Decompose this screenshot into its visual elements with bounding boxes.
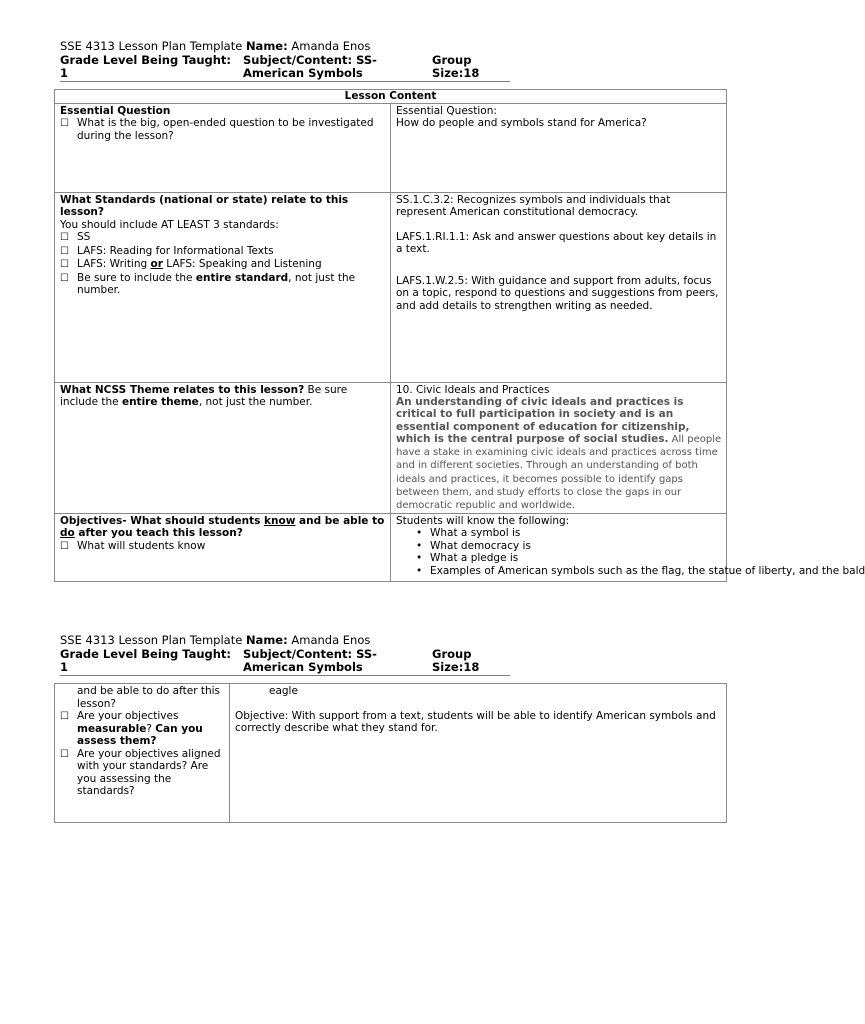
list-item: • What a symbol is xyxy=(410,527,722,540)
checkbox-icon xyxy=(60,272,77,297)
checkbox-icon xyxy=(60,231,77,245)
group-size: Group Size:18 xyxy=(432,53,480,80)
ncss-heading: What NCSS Theme relates to this lesson? xyxy=(60,383,305,396)
standard-lafs-ri: LAFS.1.RI.1.1: Ask and answer questions about key details in a text. xyxy=(396,230,717,255)
checkbox-icon xyxy=(60,540,77,554)
essential-question-row xyxy=(55,103,727,192)
standard-lafs-w: LAFS.1.W.2.5: With guidance and support from adults, focus on a topic, respond to questions and suggestions from peers, and add details to strengthen writing as needed. xyxy=(396,274,719,312)
ncss-theme-summary: An understanding of civic ideals and practices is critical to full participation in society and is an essential component of education for citizenship, which is the central purpose of social studies. xyxy=(396,396,690,445)
grade-level: Grade Level Being Taught: 1 xyxy=(60,53,232,80)
lesson-content-table xyxy=(54,89,865,582)
ncss-theme-title: 10. Civic Ideals and Practices xyxy=(396,383,550,396)
lesson-content-table-continued xyxy=(54,683,727,823)
template-title: SSE 4313 Lesson Plan Template xyxy=(60,39,246,53)
objectives-response-continued xyxy=(230,684,727,823)
essential-question-prompt xyxy=(55,103,391,192)
essential-question-heading: Essential Question xyxy=(60,104,171,117)
header-rule xyxy=(60,675,510,676)
standards-response xyxy=(391,192,727,382)
list-item: • What a pledge is xyxy=(410,552,722,565)
objectives-row xyxy=(55,513,727,581)
name-value: Amanda Enos xyxy=(287,39,371,53)
bullet-continuation: eagle xyxy=(269,685,298,697)
objectives-intro: Students will know the following: xyxy=(396,514,570,527)
essential-question-response xyxy=(391,103,727,192)
objectives-row-continued xyxy=(55,684,727,823)
ncss-prompt: What NCSS Theme relates to this lesson? Be sure include the entire theme, not just the number. xyxy=(55,382,391,513)
ncss-theme-row xyxy=(55,382,727,513)
standards-heading: What Standards (national or state) relate to this lesson? xyxy=(60,193,349,218)
list-item: • Examples of American symbols such as the flag, the statue of liberty, and the bald xyxy=(410,565,722,578)
objectives-list xyxy=(396,527,865,577)
ncss-response xyxy=(391,382,727,513)
name-label: Name: xyxy=(245,633,288,647)
header-line-1 xyxy=(60,634,370,647)
checklist-item: ☐ What is the big, open-ended question to be investigated during the lesson? xyxy=(60,117,386,142)
objective-statement: Objective: With support from a text, students will be able to identify American symbols and correctly describe what they stand for. xyxy=(235,709,716,734)
objectives-heading: Objectives- What should students know and be able to do after you teach this lesson? xyxy=(60,514,385,540)
objectives-prompt-continued: and be able to do after this lesson? ☐ Are your objectives measurable? Can you assess them? ☐ Are your objectives aligned with your standards? Are you assessing the standards? xyxy=(55,684,230,823)
checkbox-icon xyxy=(60,710,77,748)
objectives-response xyxy=(391,513,865,581)
template-title: SSE 4313 Lesson Plan Template xyxy=(60,633,246,647)
header-rule xyxy=(60,81,510,82)
checklist-item: ☐ LAFS: Reading for Informational Texts xyxy=(60,245,386,259)
standards-row xyxy=(55,192,727,382)
name-value: Amanda Enos xyxy=(287,633,371,647)
checklist-item: ☐ LAFS: Writing or LAFS: Speaking and Listening xyxy=(60,258,386,272)
ncss-theme-detail: All people have a stake in examining civic ideals and practices across time and in different societies. Through an understanding of both ideals and practices, it becomes possible to identify gaps between them, and study efforts to close the gaps in our democratic republic and worldwide. xyxy=(396,433,722,512)
checklist-item: ☐ What will students know xyxy=(60,540,386,554)
standards-prompt xyxy=(55,192,391,382)
standards-intro: You should include AT LEAST 3 standards: xyxy=(60,218,279,231)
checklist-item: ☐ Are your objectives measurable? Can you assess them? xyxy=(60,710,225,748)
table-title: Lesson Content xyxy=(55,90,727,104)
standard-ss: SS.1.C.3.2: Recognizes symbols and individuals that represent American constitutional democracy. xyxy=(396,193,671,218)
subject-content: Subject/Content: SS- American Symbols xyxy=(243,647,377,674)
checklist-item: ☐ Be sure to include the entire standard, not just the number. xyxy=(60,272,386,297)
checkbox-icon xyxy=(60,258,77,272)
checkbox-icon xyxy=(60,748,77,798)
objectives-prompt xyxy=(55,513,391,581)
checkbox-icon xyxy=(60,245,77,259)
header-line-1 xyxy=(60,40,370,53)
grade-level: Grade Level Being Taught: 1 xyxy=(60,647,232,674)
subject-content: Subject/Content: SS- American Symbols xyxy=(243,53,377,80)
essential-question-text: How do people and symbols stand for America? xyxy=(396,117,647,129)
group-size: Group Size:18 xyxy=(432,647,480,674)
name-label: Name: xyxy=(245,39,288,53)
essential-question-label: Essential Question: xyxy=(396,104,497,117)
checklist-item: ☐ SS xyxy=(60,231,386,245)
list-item: • What democracy is xyxy=(410,540,722,553)
checkbox-icon xyxy=(60,117,77,142)
table-title-row xyxy=(55,90,727,104)
checklist-item: ☐ Are your objectives aligned with your standards? Are you assessing the standards? xyxy=(60,748,225,798)
